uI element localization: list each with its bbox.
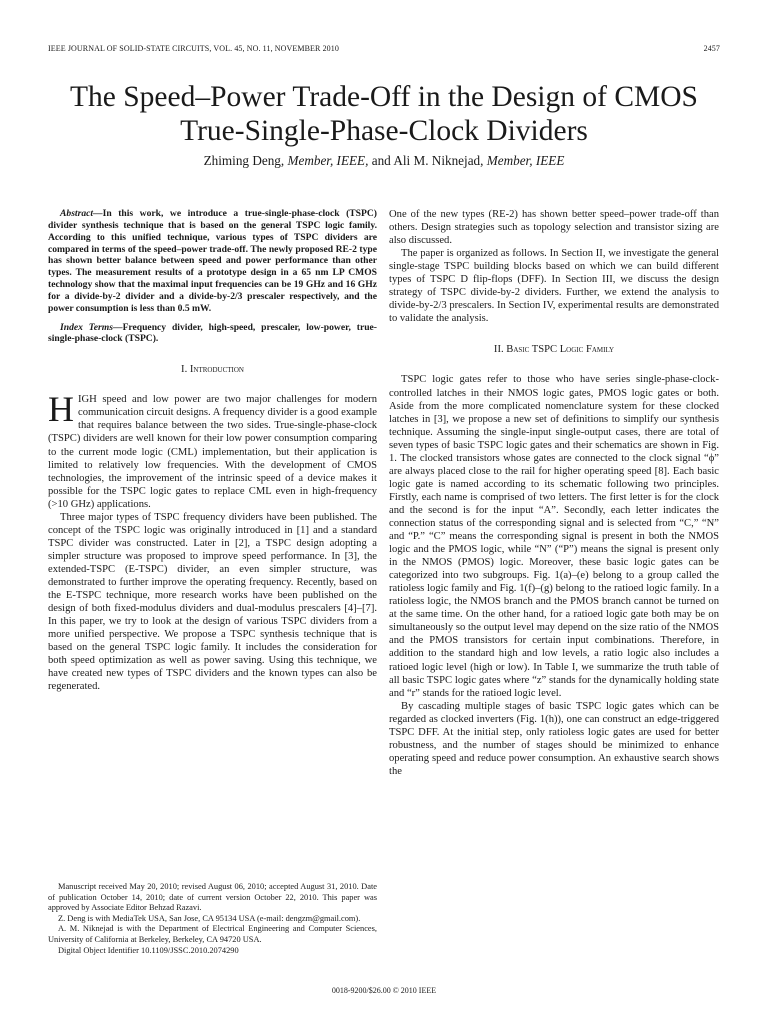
footnote-author-1: Z. Deng is with MediaTek USA, San Jose, CA 95134 USA (e-mail: dengzm@gmail.com). bbox=[58, 913, 361, 923]
abstract-label: Abstract— bbox=[60, 208, 103, 219]
author-1: Zhiming Deng, bbox=[203, 153, 285, 168]
section-2-heading: II. Basic TSPC Logic Family bbox=[493, 344, 615, 356]
author-2-affiliation: Member, IEEE bbox=[486, 153, 565, 168]
author-1-affiliation: Member, IEEE, bbox=[287, 153, 369, 168]
intro-paragraph-1 bbox=[48, 389, 377, 510]
section-2-paragraph-1: TSPC logic gates refer to those who have series single-phase-clock-controlled latches in their NMOS logic gates, PMOS logic gates or both. Aside from the more complicated nomenclature system for these clocked latches in [3], we propose a new set of definitions to simplify our synthesis technique. Assuming the single-input single-output cases, there are total of seven types of basic TSPC logic gates and their schematics are shown in Fig. 1. The clocked transistors whose gates are connected to the clock signal “ϕ” are always placed close to the rail for higher operating speed [8]. Each basic logic gate is named according to its schematic following two principles. Firstly, each name is comprised of two letters. The first letter is for the clock and the second is for the input “A”. Secondly, each letter indicates the connection status of the corresponding signal and is selected from “C,” “N” and “P.” “C” means the corresponding signal is present in both the NMOS logic and the PMOS logic, while “N” (“P”) means the signal is present only in the NMOS (PMOS) logic. Moreover, these basic logic gates can be categorized into two subgroups. Fig. 1(a)–(e) belong to a group called the ratioless logic family and Fig. 1(f)–(g) belong to the ratioed logic family. In a ratioless logic, the NMOS branch and the PMOS branch cannot be turned on at the same time. On the other hand, for a ratioed logic gate both may be on simultaneously so the output level may depend on the size ratio of the NMOS and the PMOS transistors for certain input combinations. Therefore, in addition to the standard high and low levels, a ratio logic also includes a ratioed logic level (high or low). In Table I, we summarize the truth table of all basic TSPC logic gates where “z” stands for the dynamically holding state and “r” stands for the ratioed logic level. bbox=[389, 374, 719, 699]
index-terms-label: Index Terms— bbox=[60, 321, 123, 333]
author-conjunction: and bbox=[371, 153, 391, 168]
footnotes bbox=[48, 882, 377, 956]
intro-paragraph-3: One of the new types (RE-2) has shown better speed–power trade-off than others. Design strategies such as topology selection and transistor sizing are also discussed. bbox=[389, 209, 719, 247]
intro-paragraph-2: Three major types of TSPC frequency dividers have been published. The concept of the TSPC logic was originally introduced in [1] and a standard TSPC divider was constructed. Later in [2], a TSPC design adopting a simpler structure was proposed to improve speed performance. In [3], the extended-TSPC (E-TSPC) divider, an even simpler structure, was demonstrated to further improve the operating frequency. Recently, based on the E-TSPC technique, more research works have been published on the design of both fixed-modulus dividers and dual-modulus prescalers [4]–[7]. In this paper, we try to look at the design of various TSPC dividers from a more unified perspective. We propose a TSPC synthesis technique that is based on the general TSPC logic family. It includes the consideration for both speed optimization as well as power saving. Using this technique, we have created new types of TSPC dividers and the known types can also be regenerated. bbox=[48, 511, 377, 693]
abstract-text: In this work, we introduce a true-single-phase-clock (TSPC) divider synthesis technique that is based on the general TSPC logic family. According to this unified technique, various types of TSPC dividers are compared in terms of the speed–power trade-off. The newly proposed RE-2 type has shown better balance between speed and power performance than other types. The measurement results of a prototype design in a 65 nm LP CMOS technology show that the maximal input frequencies can be 19 GHz and 16 GHz for a divide-by-2 divider and a divide-by-2/3 prescaler respectively, and the power consumption is less than 0.5 mW. bbox=[48, 208, 377, 314]
title-line-2: True-Single-Phase-Clock Dividers bbox=[180, 115, 588, 147]
intro-paragraph-1-text: IGH speed and low power are two major challenges for modern communication circuit designs. A frequency divider is a good example that requires balance between the two sides. True-single-phase-clock (TSPC) dividers are well known for their low power consumption comparing to the current mode logic (CML) implementation, but their application is limited to relatively low frequencies. With the development of CMOS technologies, the improvement of the intrinsic speed of a device makes it possible for the TSPC logic gates to replace CML even in high-frequency (>10 GHz) applications. bbox=[48, 394, 377, 510]
page-number: 2457 bbox=[703, 44, 720, 53]
running-head bbox=[48, 44, 720, 58]
copyright-footer: 0018-9200/$26.00 © 2010 IEEE bbox=[331, 986, 437, 995]
index-terms-text: Frequency divider, high-speed, prescaler, low-power, true-single-phase-clock (TSPC). bbox=[48, 321, 377, 345]
index-terms bbox=[48, 322, 377, 346]
paper-title bbox=[30, 80, 738, 148]
footnote-manuscript: Manuscript received May 20, 2010; revised August 06, 2010; accepted August 31, 2010. Date of publication October 14, 2010; date of current version October 22, 2010. This paper was approved by Associate Editor Behzad Razavi. bbox=[48, 882, 377, 913]
right-column bbox=[389, 208, 719, 778]
intro-paragraph-4: The paper is organized as follows. In Section II, we investigate the general single-stage TSPC building blocks based on which we can build different types of TSPC D flip-flops (DFF). In Section III, we discuss the design strategy of TSPC divide-by-2 dividers. Further, we extend the analysis to divide-by-2/3 prescalers. In Section IV, experimental results are demonstrated to validate the analysis. bbox=[389, 248, 719, 325]
section-1-heading: I. Introduction bbox=[181, 364, 244, 376]
section-2-paragraph-2: By cascading multiple stages of basic TSPC logic gates which can be regarded as clocked inverters (Fig. 1(h)), one can construct an edge-triggered TSPC DFF. At the initial step, only ratioless logic gates are used for better robustness, and the number of stages should be minimized to enhance operating speed and reduce power consumption. An exhaustive search shows the bbox=[389, 700, 719, 777]
abstract bbox=[48, 208, 377, 315]
author-line bbox=[30, 152, 738, 170]
footnote-doi: Digital Object Identifier 10.1109/JSSC.2010.2074290 bbox=[58, 945, 239, 955]
title-line-1: The Speed–Power Trade-Off in the Design of CMOS bbox=[70, 81, 698, 113]
drop-cap: H bbox=[48, 389, 74, 430]
footnote-author-2: A. M. Niknejad is with the Department of Electrical Engineering and Computer Sciences, University of California at Berkeley, Berkeley, CA 94720 USA. bbox=[48, 924, 377, 944]
left-column bbox=[48, 208, 377, 693]
journal-name: IEEE JOURNAL OF SOLID-STATE CIRCUITS, VOL. 45, NO. 11, NOVEMBER 2010 bbox=[48, 44, 339, 53]
author-2: Ali M. Niknejad, bbox=[393, 153, 484, 168]
